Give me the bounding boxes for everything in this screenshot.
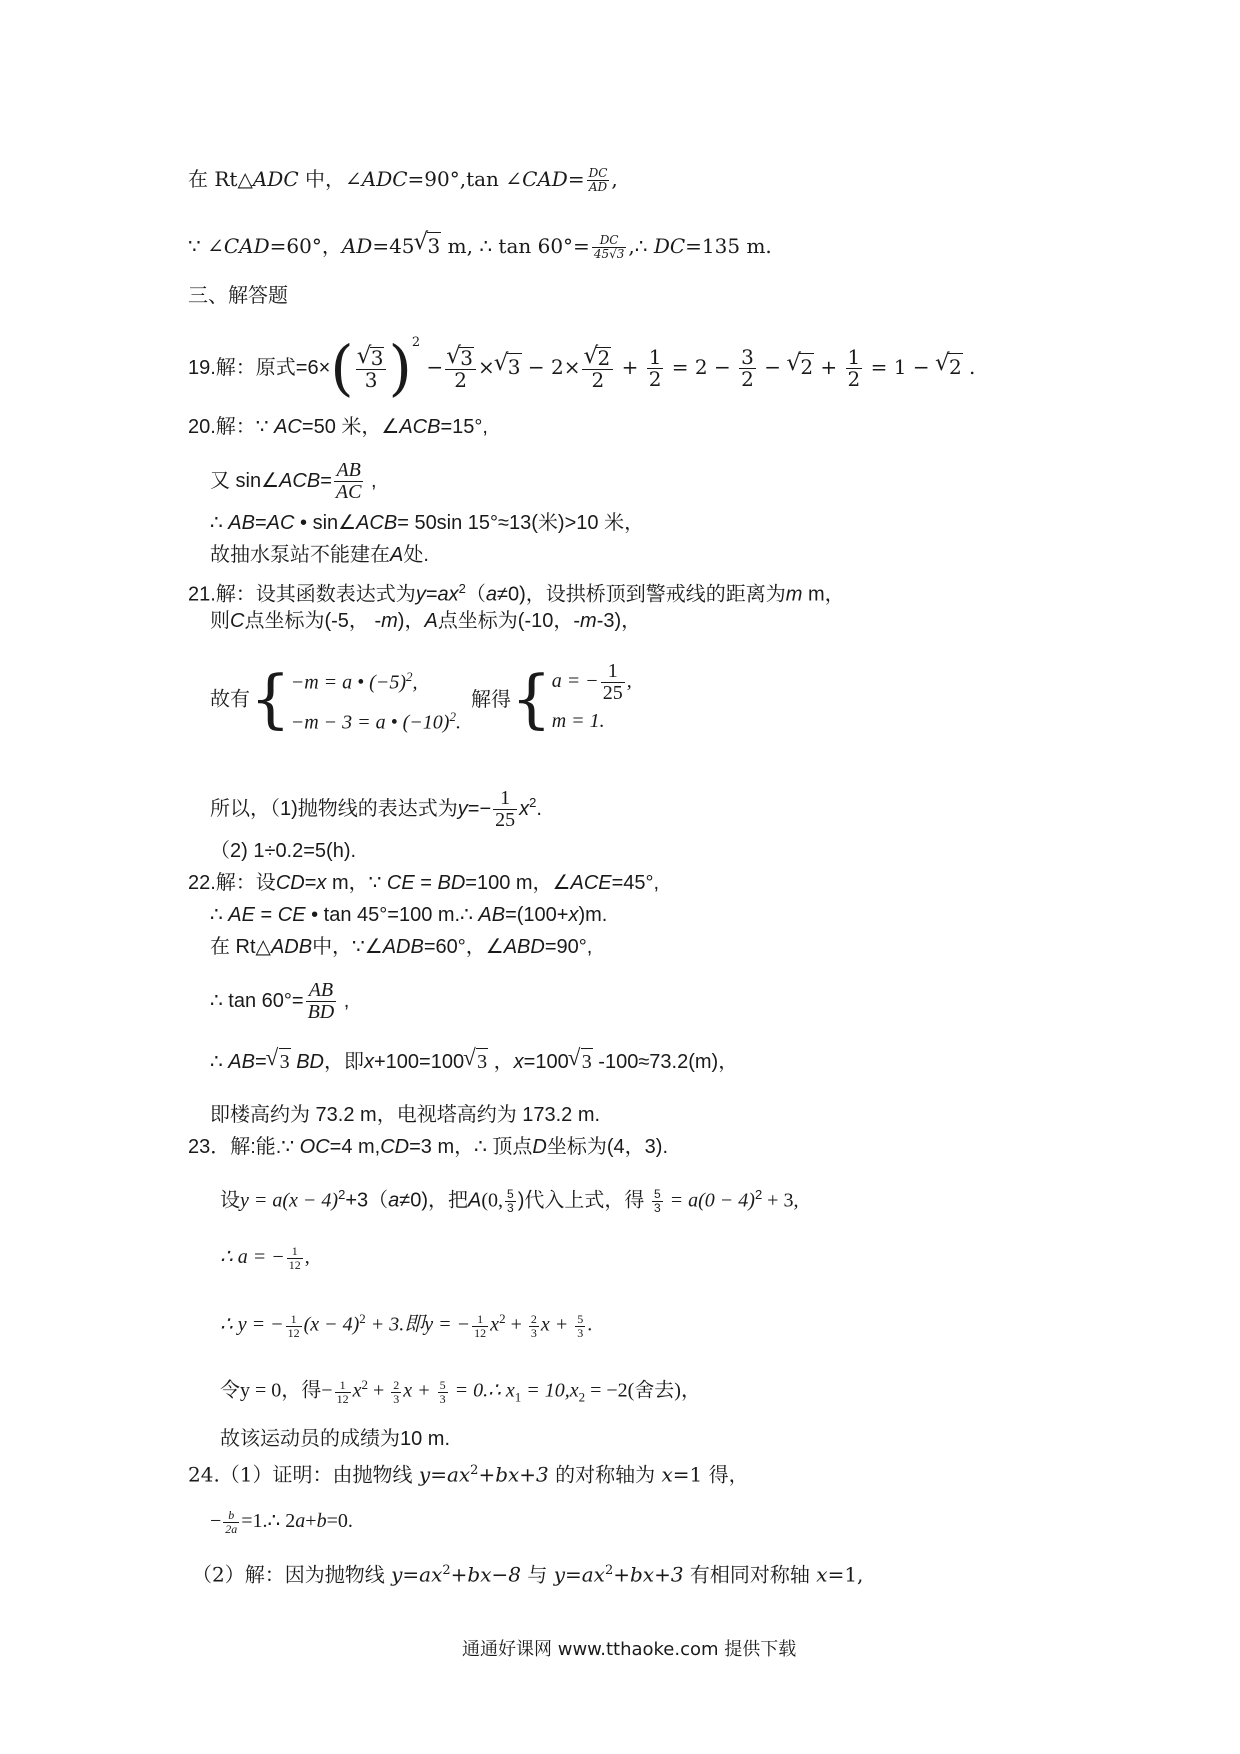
q21-line-3: 故有{ −m = a • $(-5)^2$, −m − 3 = a • $(-10)^2$. 解得{ a = − $\frac{1}{25}$ , m = 1. <box>210 660 632 739</box>
q24-line-3: （2）解：因为抛物线 $y=ax^2+bx-8$ 与 $y=ax^2+bx+3$ 有相同对称轴 x=1, <box>192 1562 864 1587</box>
q24-line-2: − $\frac{b}{2a}$ =1.∴ 2a+b=0. <box>210 1508 353 1536</box>
fraction: $\frac{1}{12}$ <box>474 1311 487 1340</box>
q22-line-5: ∴ AB=√ 3 BD，即x+100=100√ 3 ，x=100√ 3 -100≈73.2(m)， <box>210 1048 738 1075</box>
q23-line-3: ∴ a = − $\frac{1}{12}$ , <box>220 1244 310 1272</box>
q23-line-1: 23．解:能.∵ OC=4 m,CD=3 m，∴ 顶点D坐标为(4，3). <box>188 1136 668 1158</box>
q19-line: 19.解：原式=6×( √ $\frac{3}{3}$ )$^2$ − √ $\frac{3}{2}$ ×√ 3 − 2× √ $\frac{2}{2}$ + $\frac{1}{2}$ = 2 − $\frac{3}{2}$ − √ 2 + $\frac{1}{2}$ = 1 − √ 2 . <box>188 330 975 399</box>
q22-line-6: 即楼高约为 73.2 m，电视塔高约为 173.2 m. <box>210 1104 601 1126</box>
q22-line-1: 22.解：设CD=x m，∵ CE = BD=100 m，∠ACE=45°, <box>188 872 660 894</box>
fraction: $\frac{b}{2a}$ <box>225 1508 238 1536</box>
fraction: $\frac{1}{12}$ <box>287 1311 300 1340</box>
q23-line-2: 设$y = a(x - 4)^2+3(a\ne 0)$，把A(0, $\frac{5}{3}$ )代入上式，得 $\frac{5}{3}$ = $a(0 - 4)^2 + 3$, <box>220 1187 799 1215</box>
solution-system: a = − $\frac{1}{25}$ , m = 1. <box>551 660 632 733</box>
q21-line-4: 所以，（1)抛物线的表达式为y=− $\frac{1}{25}$ $x^2$. <box>210 787 542 831</box>
page-footer: 通通好课网 www.tthaoke.com 提供下载 <box>462 1639 797 1660</box>
fraction: $\frac{5}{3}$ <box>439 1377 446 1406</box>
q23-line-5: 令y = 0，得− $\frac{1}{12}$ $x^2$ + $\frac{2}{3}$ x + $\frac{5}{3}$ = 0.∴ $x_1 = 10,x_2 = -2$(舍去)， <box>220 1377 701 1406</box>
fraction: $\frac{5}{3}$ <box>577 1311 584 1340</box>
line-2: ∵ ∠CAD=60°，AD=45√ 3 m, ∴ tan 60°= $\frac{DC}{45√3}$ ,∴ DC=135 m. <box>188 232 772 261</box>
fraction: $\frac{1}{2}$ <box>648 345 662 391</box>
sqrt: √ 3 <box>415 232 442 259</box>
q23-line-6: 故该运动员的成绩为10 m. <box>220 1428 451 1450</box>
fraction: √ $\frac{2}{2}$ <box>582 347 613 391</box>
fraction: $\frac{DC}{AD}$ <box>588 166 608 194</box>
fraction: $\frac{1}{12}$ <box>336 1377 349 1406</box>
q21-line-1: 21.解：设其函数表达式为$y=ax^2(a\ne 0)$，设拱桥顶到警戒线的距离为m m， <box>188 581 845 606</box>
fraction: √ $\frac{3}{2}$ <box>445 347 476 391</box>
q21-line-5: （2) 1÷0.2=5(h). <box>210 840 357 862</box>
fraction: $\frac{2}{3}$ <box>530 1311 537 1340</box>
q20-line-3: ∴ AB=AC • sin∠ACB= 50sin 15°≈13(米)>10 米， <box>210 512 645 534</box>
fraction: $\frac{1}{25}$ <box>495 787 516 831</box>
equation-system: −m = a • $(-5)^2$, −m − 3 = a • $(-10)^2$. <box>290 669 461 734</box>
fraction: $\frac{5}{3}$ <box>653 1187 661 1215</box>
fraction: $\frac{2}{3}$ <box>393 1377 400 1406</box>
fraction: $\frac{1}{12}$ <box>288 1244 301 1272</box>
q20-line-2: 又 sin∠ACB= $\frac{AB}{AC}$ , <box>210 459 377 503</box>
fraction: $\frac{AB}{AC}$ <box>335 459 362 503</box>
line-1: 在 Rt△ADC 中，∠ADC=90°,tan ∠CAD= $\frac{DC}{AD}$ , <box>188 166 618 194</box>
fraction: $\frac{DC}{45√3}$ <box>593 233 625 261</box>
fraction: $\frac{AB}{BD}$ <box>307 979 335 1023</box>
q24-line-1: 24.（1）证明：由抛物线 $y=ax^2+bx+3$ 的对称轴为 x=1 得， <box>188 1462 749 1487</box>
fraction: $\frac{1}{2}$ <box>847 345 861 391</box>
q20-line-4: 故抽水泵站不能建在A处. <box>210 544 429 566</box>
q22-line-2: ∴ AE = CE • tan 45°=100 m.∴ AB=(100+x)m. <box>210 904 608 926</box>
section-heading: 三、解答题 <box>188 285 288 307</box>
fraction: √ $\frac{3}{3}$ <box>356 347 387 391</box>
q20-line-1: 20.解：∵ AC=50 米，∠ACB=15°, <box>188 416 488 438</box>
q22-line-3: 在 Rt△ADB中，∵∠ADB=60°，∠ABD=90°, <box>210 936 593 958</box>
q21-line-2: 则C点坐标为(-5， -m)，A点坐标为(-10，-m-3)， <box>210 610 642 632</box>
q22-line-4: ∴ tan 60°= $\frac{AB}{BD}$ , <box>210 979 350 1023</box>
fraction: $\frac{5}{3}$ <box>507 1187 514 1215</box>
q23-line-4: ∴ y = − $\frac{1}{12}$ $(x - 4)^2 + 3$.即y = − $\frac{1}{12}$ $x^2$ + $\frac{2}{3}$ x + $\frac{5}{3}$ . <box>220 1311 593 1340</box>
fraction: $\frac{3}{2}$ <box>741 345 754 391</box>
